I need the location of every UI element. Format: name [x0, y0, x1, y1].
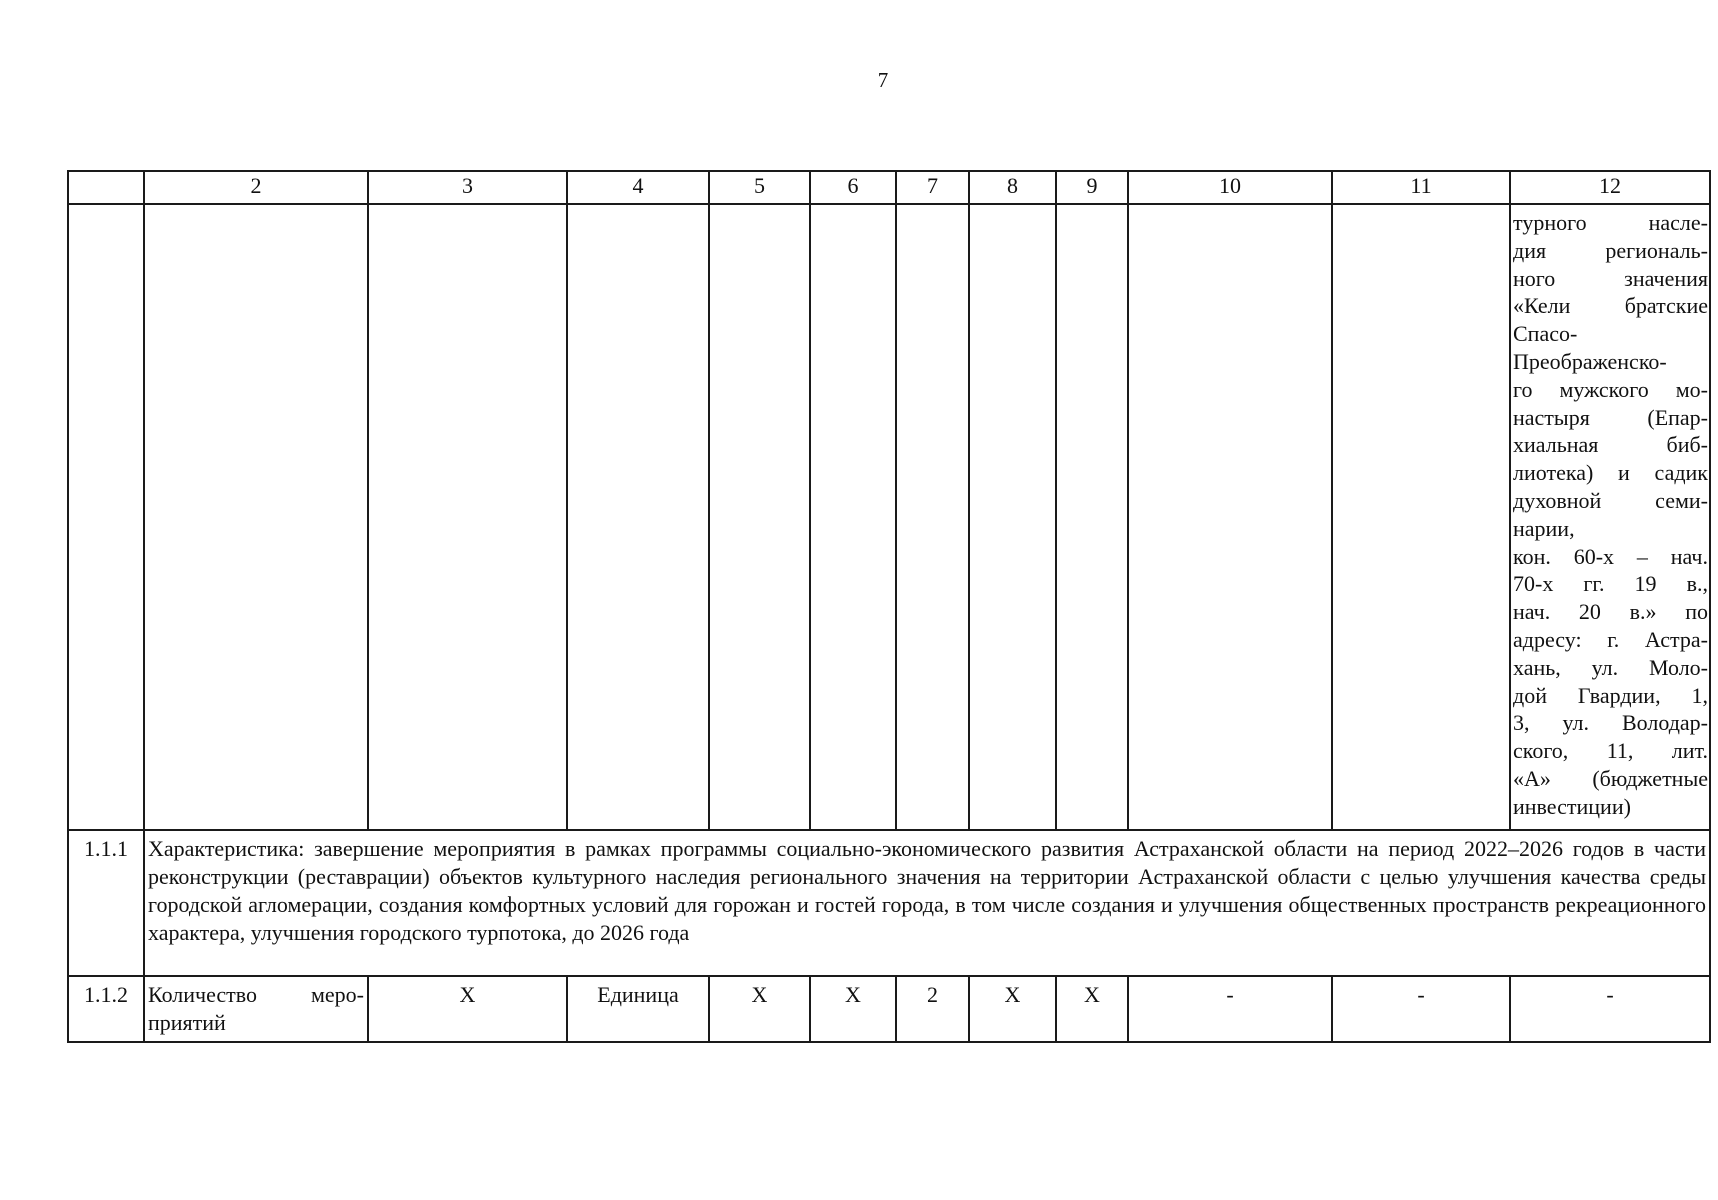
value-cell: X [969, 976, 1056, 1042]
text-line: нарии, [1513, 515, 1575, 541]
row-1-1-1 [68, 830, 1710, 976]
value-cell: - [1332, 976, 1510, 1042]
table-header-row [68, 171, 1710, 204]
empty-cell [1332, 204, 1510, 830]
text-line: нач. 20 в.» по [1513, 599, 1708, 625]
text-line: ного значения [1513, 265, 1708, 291]
unit-cell: Единица [567, 976, 709, 1042]
characteristic-text: Характеристика: завершение мероприятия в рамках программы социально-экономического развития Астраханской области на период 2022–2026 годов в части реконструкции (реставрации) объектов культурного наследия регионального значения на территории Астраханской области с целью улучшения качества среды городской агломерации, создания комфортных условий для горожан и гостей города, в том числе создания и улучшения общественных пространств рекреационного характера, улучшения городского турпотока, до 2026 года [144, 830, 1710, 976]
text-line: адресу: г. Астра- [1513, 626, 1708, 652]
text-line: ского, 11, лит. [1513, 738, 1708, 764]
program-table [67, 170, 1711, 1043]
text-line: хань, ул. Моло- [1513, 654, 1708, 680]
text-line: 3, ул. Володар- [1513, 710, 1708, 736]
value-cell: - [1510, 976, 1710, 1042]
text-line: го мужского мо- [1513, 376, 1708, 402]
value-cell: X [810, 976, 896, 1042]
header-cell: 12 [1510, 171, 1710, 204]
value-cell: X [368, 976, 567, 1042]
continuation-text [1510, 204, 1710, 830]
page-number: 7 [877, 68, 889, 92]
text-line: хиальная биб- [1513, 432, 1708, 458]
text-line: дой Гвардии, 1, [1513, 682, 1708, 708]
row-number: 1.1.1 [68, 830, 144, 976]
text-line: лиотека) и садик [1513, 460, 1708, 486]
header-cell: 4 [567, 171, 709, 204]
empty-cell [969, 204, 1056, 830]
header-cell: 2 [144, 171, 368, 204]
empty-cell [810, 204, 896, 830]
value-cell: 2 [896, 976, 969, 1042]
empty-cell [68, 204, 144, 830]
header-cell: 6 [810, 171, 896, 204]
header-cell: 8 [969, 171, 1056, 204]
empty-cell [144, 204, 368, 830]
value-cell: - [1128, 976, 1332, 1042]
text-line: Спасо- [1513, 321, 1578, 347]
header-cell: 7 [896, 171, 969, 204]
text-line: «Кели братские [1513, 293, 1708, 319]
text-line: «А» (бюджетные [1513, 765, 1708, 791]
text-line: духовной семи- [1513, 487, 1708, 513]
header-cell-empty [68, 171, 144, 204]
empty-cell [896, 204, 969, 830]
text-line: настыря (Епар- [1513, 404, 1708, 430]
empty-cell [1056, 204, 1128, 830]
label-line: Количество меро- [148, 982, 364, 1007]
text-line: кон. 60-х – нач. [1513, 543, 1708, 569]
value-cell: X [1056, 976, 1128, 1042]
continuation-row [68, 204, 1710, 830]
row-number: 1.1.2 [68, 976, 144, 1042]
empty-cell [1128, 204, 1332, 830]
label-line: приятий [148, 1009, 226, 1035]
empty-cell [709, 204, 810, 830]
header-cell: 5 [709, 171, 810, 204]
text-line: турного насле- [1513, 210, 1708, 235]
empty-cell [567, 204, 709, 830]
empty-cell [368, 204, 567, 830]
header-cell: 11 [1332, 171, 1510, 204]
text-line: 70-х гг. 19 в., [1513, 571, 1708, 597]
header-cell: 9 [1056, 171, 1128, 204]
text-line: дия региональ- [1513, 237, 1708, 263]
text-line: инвестиции) [1513, 793, 1631, 819]
header-cell: 10 [1128, 171, 1332, 204]
text-line: Преображенско- [1513, 348, 1667, 374]
indicator-label [144, 976, 368, 1042]
value-cell: X [709, 976, 810, 1042]
header-cell: 3 [368, 171, 567, 204]
row-1-1-2 [68, 976, 1710, 1042]
